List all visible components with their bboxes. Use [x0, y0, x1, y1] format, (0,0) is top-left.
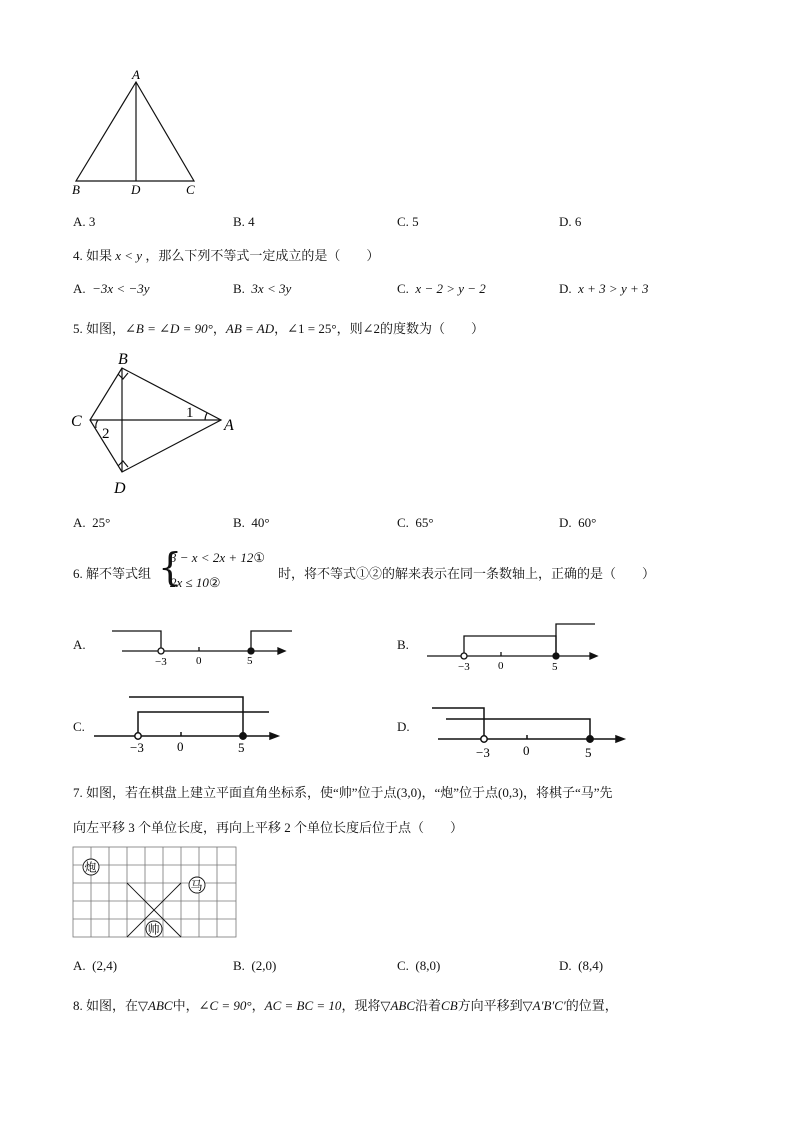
- q6-ineq1: [170, 550, 265, 566]
- q5-option-a-value: 25°: [92, 515, 111, 530]
- piece-shuai: 帅: [147, 922, 160, 937]
- q8-angle: ∠C = 90°: [198, 998, 252, 1013]
- q4-option-b[interactable]: [233, 281, 291, 297]
- q6-stem-b: 时，将不等式①②的解来表示在同一条数轴上，正确的是（ ）: [278, 566, 656, 581]
- numberline-c-tick-5: 5: [238, 740, 245, 755]
- q7-option-a-label: A.: [73, 958, 86, 973]
- numberline-d[interactable]: [428, 700, 633, 762]
- numberline-a-tick-neg3: −3: [155, 656, 167, 668]
- q4-option-a-label: A.: [73, 281, 86, 296]
- q5-option-c-label: C.: [397, 515, 409, 530]
- vertex-label-d: D: [131, 182, 141, 197]
- q4-option-a-expr: −3x < −3y: [92, 281, 150, 296]
- numberline-d-tick-5: 5: [585, 745, 592, 760]
- q6-option-c-label[interactable]: C.: [73, 719, 85, 734]
- q7-stem-line2: 向左平移 3 个单位长度，再向上平移 2 个单位长度后位于点（ ）: [73, 820, 464, 835]
- vertex-label-a: A: [132, 67, 140, 82]
- q7-option-b[interactable]: [233, 958, 276, 974]
- q5-stem-a: 5. 如图，: [73, 321, 126, 336]
- q4-option-b-label: B.: [233, 281, 245, 296]
- q8-triangle-2: ▽ABC: [380, 998, 416, 1013]
- q6-ineq2: [170, 575, 221, 591]
- q6-ineq1-mark: ①: [253, 550, 266, 565]
- q4-option-a[interactable]: [73, 281, 150, 297]
- q5-option-d-value: 60°: [578, 515, 597, 530]
- q6-stem-a: 6. 解不等式组: [73, 566, 152, 581]
- numberline-b-tick-neg3: −3: [458, 661, 470, 673]
- q3-option-a[interactable]: A. 3: [73, 214, 96, 229]
- q8-stem-a: 8. 如图，在: [73, 998, 139, 1013]
- q5-stem-g: ，则∠2的度数为（ ）: [336, 321, 484, 336]
- q3-option-c[interactable]: C. 5: [397, 214, 419, 229]
- piece-ma: 马: [190, 878, 203, 893]
- q4-option-c-expr: x − 2 > y − 2: [415, 281, 486, 296]
- q8-stem: [73, 995, 618, 1014]
- q6-option-a-label[interactable]: A.: [73, 637, 86, 652]
- numberline-b-tick-5: 5: [552, 661, 558, 673]
- kite-label-c: C: [71, 413, 82, 430]
- kite-angle-2: 2: [102, 426, 110, 442]
- q8-stem-d: ，现将: [341, 998, 381, 1013]
- q8-triangle-3: ▽A′B′C′: [522, 998, 566, 1013]
- numberline-c-tick-0: 0: [177, 739, 184, 754]
- triangle-figure: [70, 66, 210, 198]
- q4-option-d[interactable]: [559, 281, 649, 297]
- q8-direction: CB: [441, 998, 458, 1013]
- numberline-d-tick-neg3: −3: [476, 745, 490, 760]
- kite-label-a: A: [224, 417, 234, 434]
- kite-figure: [68, 350, 243, 500]
- q7-stem-c: ，将棋子“马”先: [522, 785, 613, 800]
- kite-label-b: B: [118, 351, 128, 368]
- q7-stem-b: ，“炮”位于点: [421, 785, 499, 800]
- q8-triangle: ▽ABC: [138, 998, 173, 1013]
- q5-stem: [73, 318, 484, 337]
- q6-option-b-label[interactable]: B.: [397, 637, 409, 652]
- numberline-b[interactable]: [425, 620, 605, 675]
- q7-stem-line1: [73, 782, 612, 801]
- q7-stem-a: 7. 如图，若在棋盘上建立平面直角坐标系，使“帅”位于点: [73, 785, 397, 800]
- q6-brace: {: [158, 545, 183, 589]
- q7-option-d-label: D.: [559, 958, 572, 973]
- q6-ineq2-expr: 2x ≤ 10: [170, 575, 209, 590]
- q5-angle1: ∠1 = 25°: [287, 321, 337, 336]
- numberline-c-tick-neg3: −3: [130, 740, 144, 755]
- q8-stem-f: 方向平移到: [457, 998, 523, 1013]
- q7-option-a[interactable]: [73, 958, 117, 974]
- q4-stem: [73, 245, 379, 264]
- q4-option-c[interactable]: [397, 281, 486, 297]
- q5-option-c[interactable]: [397, 515, 434, 531]
- q7-option-b-label: B.: [233, 958, 245, 973]
- q5-option-b-value: 40°: [251, 515, 270, 530]
- numberline-c[interactable]: [92, 692, 282, 754]
- q5-side-cond: AB = AD: [225, 321, 275, 336]
- q7-option-d-value: (8,4): [578, 958, 604, 973]
- q5-option-d-label: D.: [559, 515, 572, 530]
- q4-stem-a: 4. 如果: [73, 248, 113, 263]
- q7-coord-pao: (0,3): [498, 785, 523, 800]
- q4-option-d-label: D.: [559, 281, 572, 296]
- q7-option-c[interactable]: [397, 958, 440, 974]
- q3-option-b[interactable]: B. 4: [233, 214, 255, 229]
- q8-stem-g: 的位置，: [565, 998, 618, 1013]
- q5-option-d[interactable]: [559, 515, 596, 531]
- q8-stem-e: 沿着: [415, 998, 442, 1013]
- piece-pao: 炮: [84, 860, 97, 875]
- numberline-d-tick-0: 0: [523, 743, 530, 758]
- numberline-a[interactable]: [110, 622, 295, 672]
- q4-condition: x < y: [115, 248, 143, 263]
- vertex-label-c: C: [186, 182, 195, 197]
- q3-option-d[interactable]: D. 6: [559, 214, 582, 229]
- q5-option-c-value: 65°: [415, 515, 434, 530]
- q5-option-b[interactable]: [233, 515, 270, 531]
- vertex-label-b: B: [72, 182, 80, 197]
- q5-option-a[interactable]: [73, 515, 110, 531]
- q6-ineq1-expr: 3 − x < 2x + 12: [170, 550, 254, 565]
- q4-option-d-expr: x + 3 > y + 3: [578, 281, 649, 296]
- kite-label-d: D: [114, 480, 126, 497]
- q8-equal-sides: AC = BC = 10: [264, 998, 342, 1013]
- q4-stem-c: ，那么下列不等式一定成立的是（ ）: [145, 248, 380, 263]
- numberline-a-tick-0: 0: [196, 655, 202, 667]
- q5-angle-cond: ∠B = ∠D = 90°: [125, 321, 213, 336]
- q4-option-b-expr: 3x < 3y: [251, 281, 292, 296]
- q5-stem-e: ，: [274, 321, 288, 336]
- kite-angle-1: 1: [186, 405, 194, 421]
- q5-stem-c: ，: [212, 321, 226, 336]
- q8-stem-b: 中，: [172, 998, 199, 1013]
- q7-option-a-value: (2,4): [92, 958, 118, 973]
- numberline-a-tick-5: 5: [247, 655, 253, 667]
- q7-option-b-value: (2,0): [251, 958, 277, 973]
- q7-option-c-value: (8,0): [415, 958, 441, 973]
- q7-coord-shuai: (3,0): [396, 785, 422, 800]
- q6-option-d-label[interactable]: D.: [397, 719, 410, 734]
- chessboard-figure: [72, 846, 238, 940]
- numberline-b-tick-0: 0: [498, 660, 504, 672]
- q5-option-a-label: A.: [73, 515, 86, 530]
- q4-option-c-label: C.: [397, 281, 409, 296]
- q5-option-b-label: B.: [233, 515, 245, 530]
- q6-ineq2-mark: ②: [208, 575, 221, 590]
- q8-stem-c: ，: [251, 998, 265, 1013]
- q7-option-d[interactable]: [559, 958, 603, 974]
- q7-option-c-label: C.: [397, 958, 409, 973]
